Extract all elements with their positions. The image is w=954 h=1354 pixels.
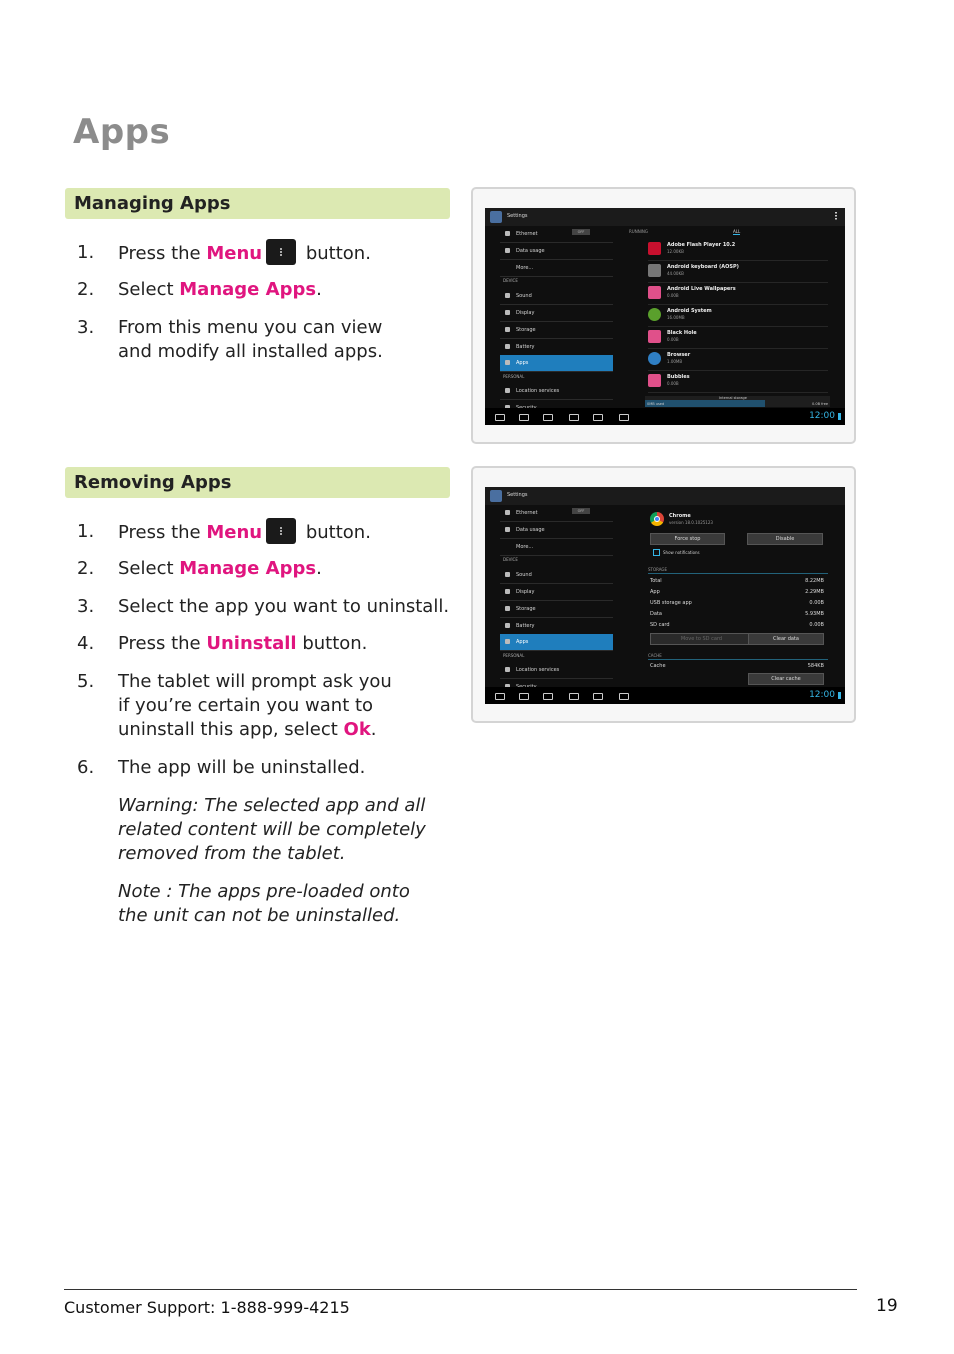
tab-running: RUNNING <box>629 229 648 234</box>
app-name: Browser <box>667 352 691 358</box>
home-icon <box>519 693 529 700</box>
keyboard-icon <box>648 264 661 277</box>
sound-icon <box>505 293 510 298</box>
menu-keyword: Menu <box>206 243 263 264</box>
divider <box>648 659 828 660</box>
ok-keyword: Ok <box>343 719 371 740</box>
sidebar-label: Battery <box>516 344 535 350</box>
storage-label: Internal storage <box>719 396 747 400</box>
row-key: Cache <box>650 663 666 669</box>
app-size: 16.00MB <box>667 315 685 320</box>
step-text: Select <box>118 279 180 300</box>
settings-sidebar <box>500 226 613 408</box>
clock: 12:00 <box>809 411 835 421</box>
app-size: 12.00KB <box>667 249 684 254</box>
step-number: 3. <box>77 317 95 338</box>
clock: 12:00 <box>809 690 835 700</box>
step-text: Press the <box>118 633 207 654</box>
manage-apps-keyword: Manage Apps <box>179 279 317 300</box>
storage-bar <box>645 396 830 407</box>
manage-apps-keyword: Manage Apps <box>179 558 317 579</box>
sound-icon <box>505 572 510 577</box>
battery-status-icon <box>838 413 841 420</box>
location-icon <box>505 667 510 672</box>
settings-title: Settings <box>507 492 528 498</box>
cache-header: CACHE <box>648 653 662 658</box>
app-row <box>648 304 828 327</box>
sidebar-label: Display <box>516 589 535 595</box>
uninstall-keyword: Uninstall <box>206 633 297 654</box>
step-text: Select the app you want to uninstall. <box>118 596 450 617</box>
sidebar-label: Location services <box>516 667 560 673</box>
step-number: 2. <box>77 558 95 579</box>
step-number: 4. <box>77 633 95 654</box>
wallpaper-icon <box>648 330 661 343</box>
sidebar-item-ethernet <box>500 505 613 522</box>
app-row <box>648 282 828 305</box>
sidebar-item-apps <box>500 355 613 372</box>
disable-button: Disable <box>747 533 823 545</box>
volume-down-icon <box>569 693 579 700</box>
divider <box>648 573 828 574</box>
step-text: button. <box>300 522 371 543</box>
storage-row <box>648 577 826 587</box>
step-text: if you’re certain you want to <box>118 695 374 716</box>
sidebar-item-data-usage <box>500 243 613 260</box>
sidebar-label: Sound <box>516 572 532 578</box>
sidebar-item-display <box>500 584 613 601</box>
flash-icon <box>648 242 661 255</box>
tablet-screen-apps-list <box>485 208 845 425</box>
sidebar-header-personal: PERSONAL <box>503 374 525 379</box>
settings-icon <box>490 490 502 502</box>
display-icon <box>505 589 510 594</box>
warning-line: Warning: The selected app and all <box>118 795 426 816</box>
app-name: Black Hole <box>667 330 697 336</box>
battery-icon <box>505 344 510 349</box>
sidebar-header-personal: PERSONAL <box>503 653 525 658</box>
app-name: Adobe Flash Player 10.2 <box>667 242 736 248</box>
sidebar-item-more <box>500 260 613 277</box>
step-number: 6. <box>77 757 95 778</box>
step-text: . <box>370 719 377 740</box>
app-size: 0.00B <box>667 337 679 342</box>
row-key: Total <box>650 578 662 584</box>
sidebar-item-data-usage <box>500 522 613 539</box>
system-bar <box>485 408 845 425</box>
section-heading-managing: Managing Apps <box>65 188 450 219</box>
app-row <box>648 348 828 371</box>
app-row <box>648 326 828 349</box>
browser-icon <box>648 352 661 365</box>
tab-all: ALL <box>733 229 741 234</box>
step-text: The app will be uninstalled. <box>118 757 366 778</box>
app-name: Chrome <box>669 513 691 519</box>
ethernet-icon <box>505 510 510 515</box>
row-value: 0.00B <box>809 622 824 628</box>
volume-up-icon <box>593 693 603 700</box>
volume-up-icon <box>593 414 603 421</box>
battery-icon <box>505 623 510 628</box>
apps-icon <box>505 639 510 644</box>
step-text: . <box>316 279 322 300</box>
footer-support: Customer Support: 1-888-999-4215 <box>64 1298 350 1317</box>
row-key: USB storage app <box>650 600 692 606</box>
note-line: Note : The apps pre-loaded onto <box>118 881 410 902</box>
sidebar-item-location <box>500 662 613 679</box>
step-text: button. <box>296 633 368 654</box>
app-size: 0.00B <box>667 293 679 298</box>
data-usage-icon <box>505 527 510 532</box>
row-value: 584KB <box>807 663 824 669</box>
sidebar-label: Storage <box>516 606 536 612</box>
app-size: 1.00MB <box>667 359 683 364</box>
settings-sidebar <box>500 505 613 687</box>
location-icon <box>505 388 510 393</box>
sidebar-item-sound <box>500 567 613 584</box>
step-number: 1. <box>77 242 95 263</box>
row-value: 2.29MB <box>805 589 824 595</box>
sidebar-header-device: DEVICE <box>503 557 518 562</box>
off-badge: OFF <box>572 508 590 514</box>
apps-tabs <box>627 228 827 236</box>
sidebar-label: Battery <box>516 623 535 629</box>
sidebar-item-apps <box>500 634 613 651</box>
volume-down-icon <box>569 414 579 421</box>
storage-free: 0.0B free <box>812 402 828 406</box>
sidebar-label: More... <box>516 265 534 271</box>
storage-used: 0MB used <box>647 402 665 406</box>
sidebar-item-sound <box>500 288 613 305</box>
app-version: version 18.0.1025123 <box>669 520 713 525</box>
display-icon <box>505 310 510 315</box>
apps-icon <box>505 360 510 365</box>
recent-apps-icon <box>543 414 553 421</box>
warning-line: related content will be completely <box>118 819 426 840</box>
sidebar-label: Display <box>516 310 535 316</box>
row-value: 0.00B <box>809 600 824 606</box>
app-name: Android Live Wallpapers <box>667 286 736 292</box>
step-number: 5. <box>77 671 95 692</box>
clear-data-button: Clear data <box>748 633 824 645</box>
settings-icon <box>490 211 502 223</box>
back-icon <box>495 414 505 421</box>
sidebar-label: Apps <box>516 639 529 645</box>
row-value: 8.22MB <box>805 578 824 584</box>
menu-key-icon <box>266 518 296 544</box>
step-text: and modify all installed apps. <box>118 341 383 362</box>
settings-title-bar <box>485 487 845 505</box>
wallpaper-icon <box>648 286 661 299</box>
cache-row <box>648 662 826 672</box>
move-to-sd-button: Move to SD card <box>650 633 753 645</box>
warning-text <box>118 794 426 866</box>
battery-status-icon <box>838 692 841 699</box>
system-bar <box>485 687 845 704</box>
row-value: 5.93MB <box>805 611 824 617</box>
step-text: Press the <box>118 243 207 264</box>
screenshot-frame-app-info <box>471 466 856 723</box>
step-text: . <box>316 558 322 579</box>
screenshot-icon <box>619 693 629 700</box>
app-row <box>648 370 828 393</box>
sidebar-item-display <box>500 305 613 322</box>
screenshot-icon <box>619 414 629 421</box>
step-text: uninstall this app, select <box>118 719 344 740</box>
sidebar-item-ethernet <box>500 226 613 243</box>
android-system-icon <box>648 308 661 321</box>
app-row <box>648 238 828 261</box>
app-size: 44.00KB <box>667 271 684 276</box>
note-line: the unit can not be uninstalled. <box>118 905 401 926</box>
step-text: The tablet will prompt ask you <box>118 671 392 692</box>
sidebar-label: Data usage <box>516 527 545 533</box>
sidebar-label: Ethernet <box>516 510 538 516</box>
clear-cache-button: Clear cache <box>748 673 824 685</box>
settings-title-bar <box>485 208 845 226</box>
tablet-screen-app-info <box>485 487 845 704</box>
data-usage-icon <box>505 248 510 253</box>
show-notifications-checkbox <box>653 549 660 556</box>
footer-divider <box>64 1289 857 1290</box>
step-text: Press the <box>118 522 207 543</box>
storage-row <box>648 621 826 631</box>
sidebar-item-battery <box>500 339 613 356</box>
menu-keyword: Menu <box>206 522 263 543</box>
back-icon <box>495 693 505 700</box>
sidebar-label: Location services <box>516 388 560 394</box>
storage-row <box>648 610 826 620</box>
menu-key-icon <box>266 239 296 265</box>
row-key: SD card <box>650 622 670 628</box>
app-name: Android System <box>667 308 712 314</box>
settings-title: Settings <box>507 213 528 219</box>
storage-row <box>648 599 826 609</box>
row-key: App <box>650 589 660 595</box>
recent-apps-icon <box>543 693 553 700</box>
storage-row <box>648 588 826 598</box>
warning-line: removed from the tablet. <box>118 843 346 864</box>
section-heading-removing: Removing Apps <box>65 467 450 498</box>
note-text <box>118 880 410 928</box>
sidebar-label: Storage <box>516 327 536 333</box>
sidebar-label: Sound <box>516 293 532 299</box>
sidebar-label: Data usage <box>516 248 545 254</box>
sidebar-label: Ethernet <box>516 231 538 237</box>
step-number: 2. <box>77 279 95 300</box>
step-number: 1. <box>77 521 95 542</box>
storage-icon <box>505 606 510 611</box>
wallpaper-icon <box>648 374 661 387</box>
screenshot-frame-apps-list <box>471 187 856 444</box>
ethernet-icon <box>505 231 510 236</box>
sidebar-item-battery <box>500 618 613 635</box>
overflow-menu-icon <box>835 212 837 220</box>
chrome-icon <box>650 512 664 526</box>
page-number: 19 <box>876 1296 898 1316</box>
app-name: Android keyboard (AOSP) <box>667 264 739 270</box>
force-stop-button: Force stop <box>650 533 725 545</box>
step-number: 3. <box>77 596 95 617</box>
row-key: Data <box>650 611 662 617</box>
storage-header: STORAGE <box>648 567 668 572</box>
off-badge: OFF <box>572 229 590 235</box>
sidebar-item-more <box>500 539 613 556</box>
app-name: Bubbles <box>667 374 690 380</box>
sidebar-header-device: DEVICE <box>503 278 518 283</box>
app-row <box>648 260 828 283</box>
page-title: Apps <box>73 112 171 152</box>
sidebar-item-location <box>500 383 613 400</box>
step-text: button. <box>300 243 371 264</box>
step-text: Select <box>118 558 180 579</box>
home-icon <box>519 414 529 421</box>
sidebar-item-storage <box>500 322 613 339</box>
storage-icon <box>505 327 510 332</box>
step-text: From this menu you can view <box>118 317 383 338</box>
sidebar-label: Apps <box>516 360 529 366</box>
sidebar-label: More... <box>516 544 534 550</box>
app-size: 0.00B <box>667 381 679 386</box>
show-notifications-label: Show notifications <box>663 550 700 555</box>
sidebar-item-storage <box>500 601 613 618</box>
